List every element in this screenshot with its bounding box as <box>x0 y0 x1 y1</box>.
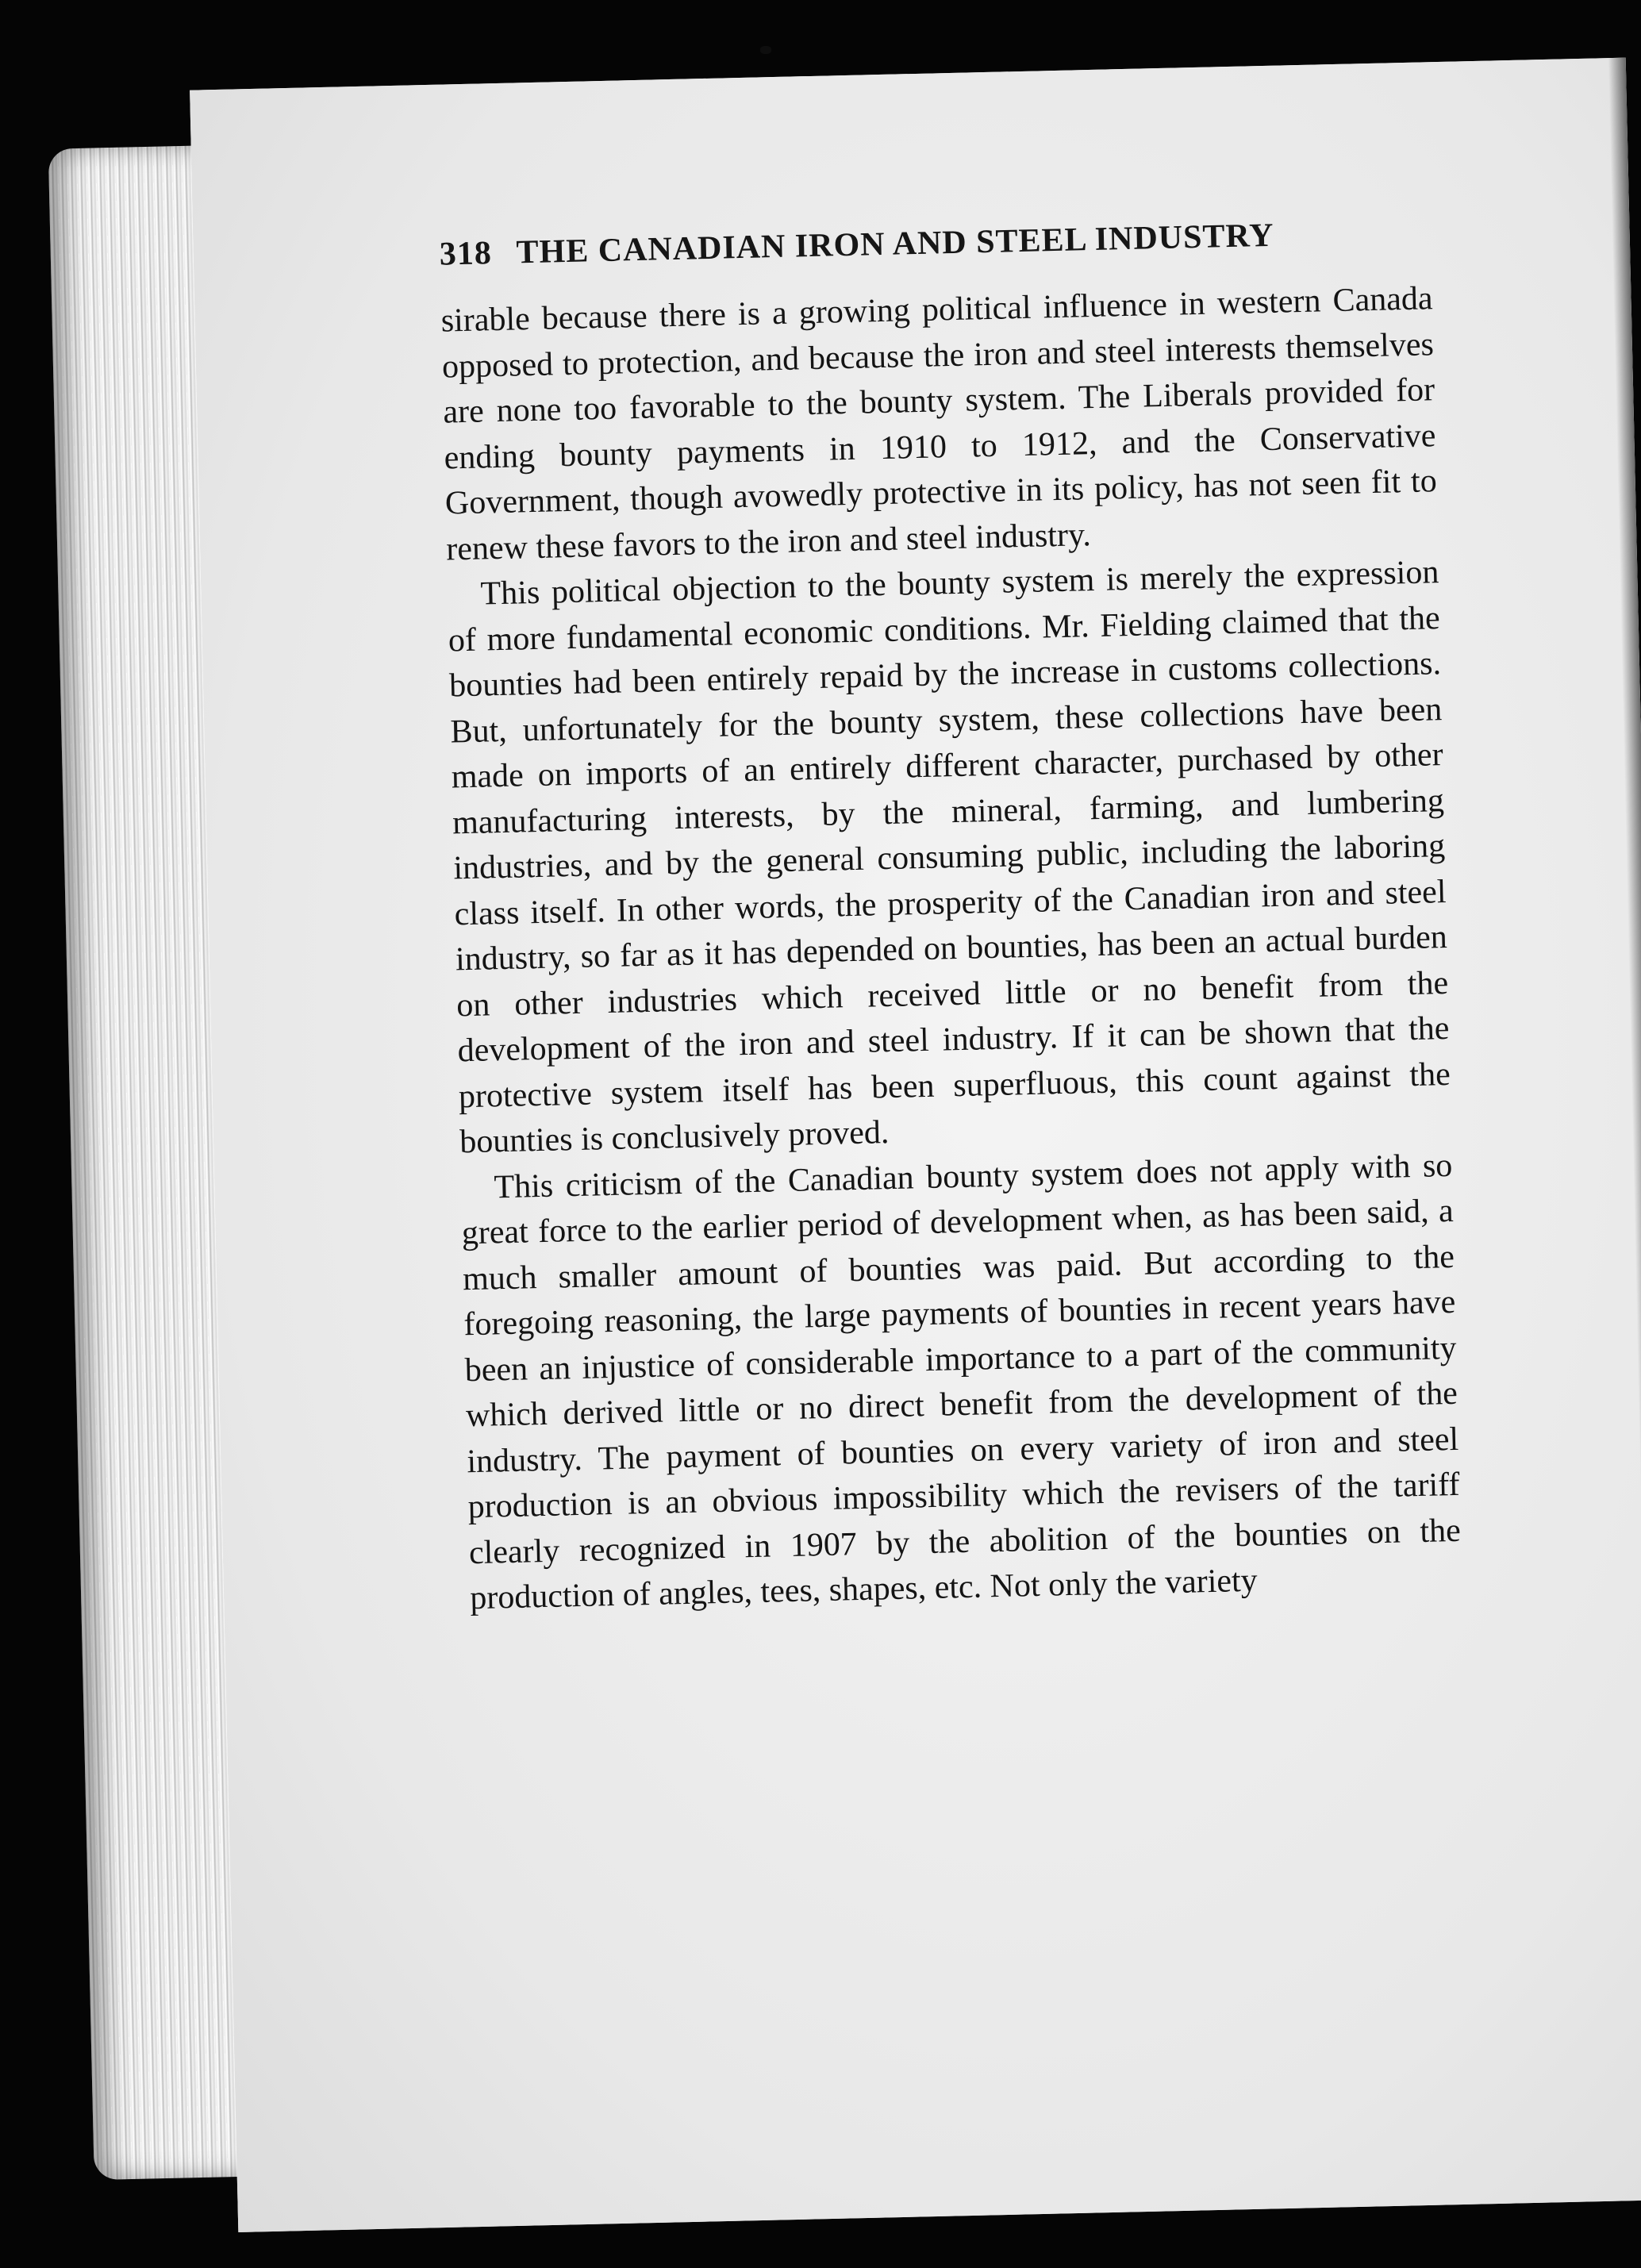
page-gutter-shadow <box>1608 58 1641 2201</box>
body-text <box>440 276 1462 1621</box>
open-book <box>47 58 1641 2268</box>
page-number: 318 <box>439 235 493 273</box>
paragraph-3: This criticism of the Canadian bounty system does not apply with so great force to the earlier period of development when, as has been said, a much smaller amount of bounties was paid. But according to the foregoing reasoning, the large payments of bounties in recent years have been an injustice of considerable importance to a part of the community which derived little or no direct benefit from the development of the industry. The payment of bounties on every variety of iron and steel production is an obvious impossibility which the revisers of the tariff clearly recognized in 1907 by the abolition of the bounties on the production of angles, tees, shapes, etc. Not only the variety <box>461 1147 1462 1617</box>
paragraph-2: This political objection to the bounty system is merely the expression of more fundamental economic conditions. Mr. Fielding claimed that the bounties had been entirely repaid by the increase in customs collections. But, unfortunately for the bounty system, these collections have been made on imports of an entirely different character, purchased by other manufacturing interests, by the mineral, farming, and lumbering industries, and by the general consuming public, including the laboring class itself. In other words, the prosperity of the Canadian iron and steel industry, so far as it has depended on bounties, has been an actual burden on other industries which received little or no benefit from the development of the iron and steel industry. If it can be shown that the protective system itself has been superfluous, this count against the bounties is conclusively proved. <box>448 554 1451 1161</box>
running-title: THE CANADIAN IRON AND STEEL INDUSTRY <box>516 217 1275 271</box>
paragraph-1: sirable because there is a growing political influence in western Canada opposed to protection, and because the iron and steel interests themselves are none too favorable to the bounty system. The Liberals provided for ending bounty payments in 1910 to 1912, and the Conservative Government, though avowedly protective in its policy, has not seen fit to renew these favors to the iron and steel industry. <box>440 280 1438 568</box>
scan-speck <box>760 46 771 54</box>
